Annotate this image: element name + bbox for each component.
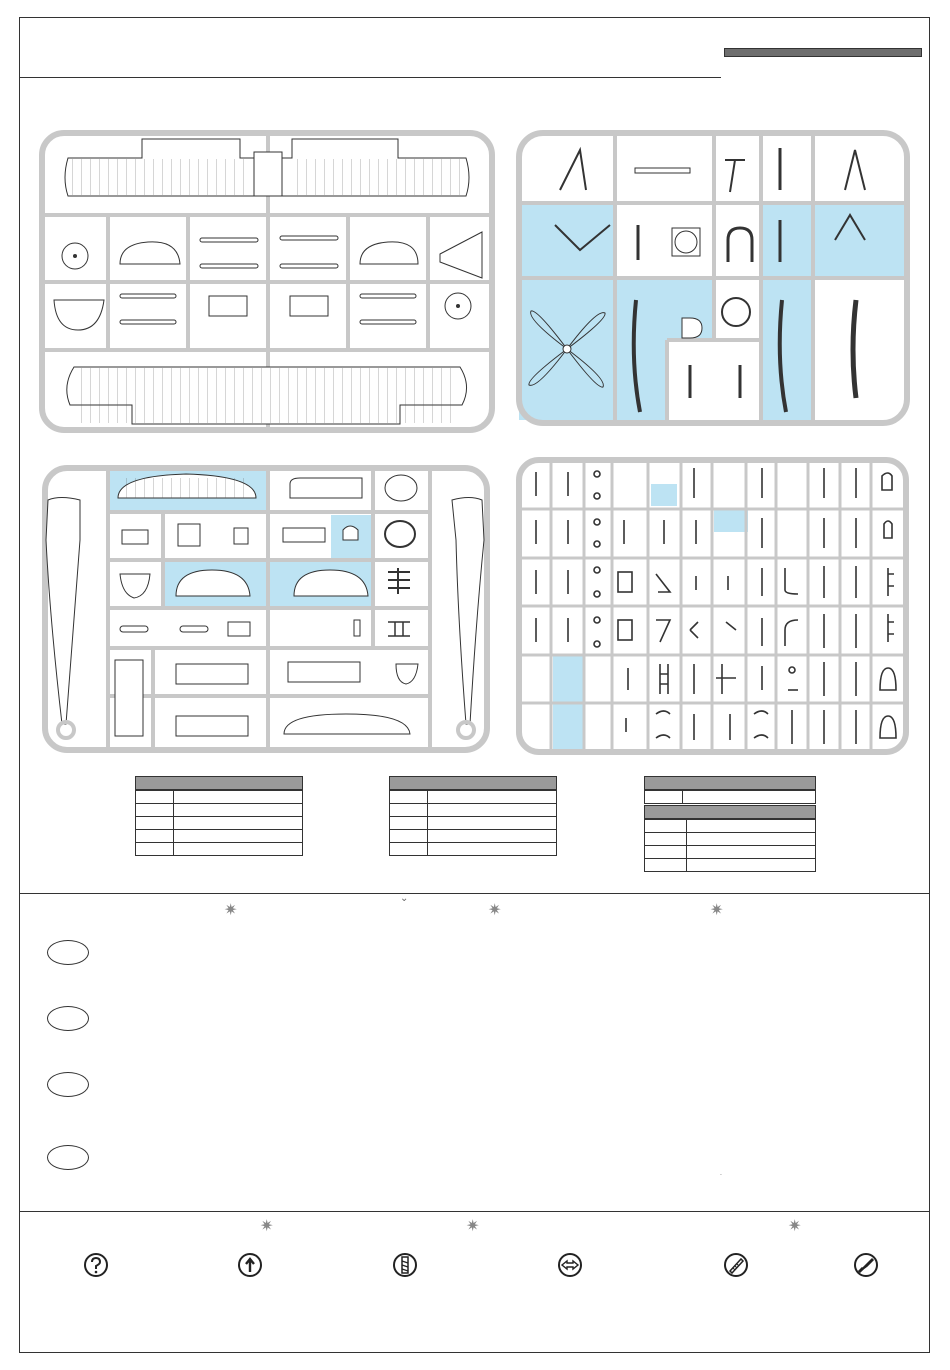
stray-mark: ˙ (720, 1173, 723, 1182)
question-icon (82, 1251, 110, 1279)
knife-icon (852, 1251, 880, 1279)
sprue-struts (519, 133, 907, 423)
section-divider-1 (19, 893, 930, 894)
language-badge (47, 1145, 89, 1170)
sand-icon (391, 1251, 419, 1279)
legend-table-3-header (644, 776, 816, 790)
legend-table-1 (135, 790, 303, 856)
language-badge (47, 940, 89, 965)
star-icon: ✷ (488, 902, 502, 919)
arrow-right-icon (556, 1251, 584, 1279)
language-badge (47, 1072, 89, 1097)
arrow-up-icon (236, 1251, 264, 1279)
sprue-small-parts (519, 460, 906, 752)
star-icon: ✷ (224, 902, 238, 919)
star-icon: ✷ (260, 1218, 274, 1235)
chevron-down-icon: ⌄ (400, 893, 409, 904)
legend-table-3b (644, 819, 816, 872)
legend-table-2 (389, 790, 557, 856)
language-badge (47, 1006, 89, 1031)
section-divider-2 (19, 1211, 930, 1212)
star-icon: ✷ (788, 1218, 802, 1235)
sprue-fuselage (45, 468, 487, 750)
legend-table-1-header (135, 776, 303, 790)
file-icon (722, 1251, 750, 1279)
star-icon: ✷ (710, 902, 724, 919)
legend-table-2-header (389, 776, 557, 790)
legend-table-3-subheader (644, 805, 816, 819)
star-icon: ✷ (466, 1218, 480, 1235)
legend-table-3 (644, 790, 816, 804)
sprue-wings (42, 133, 492, 430)
